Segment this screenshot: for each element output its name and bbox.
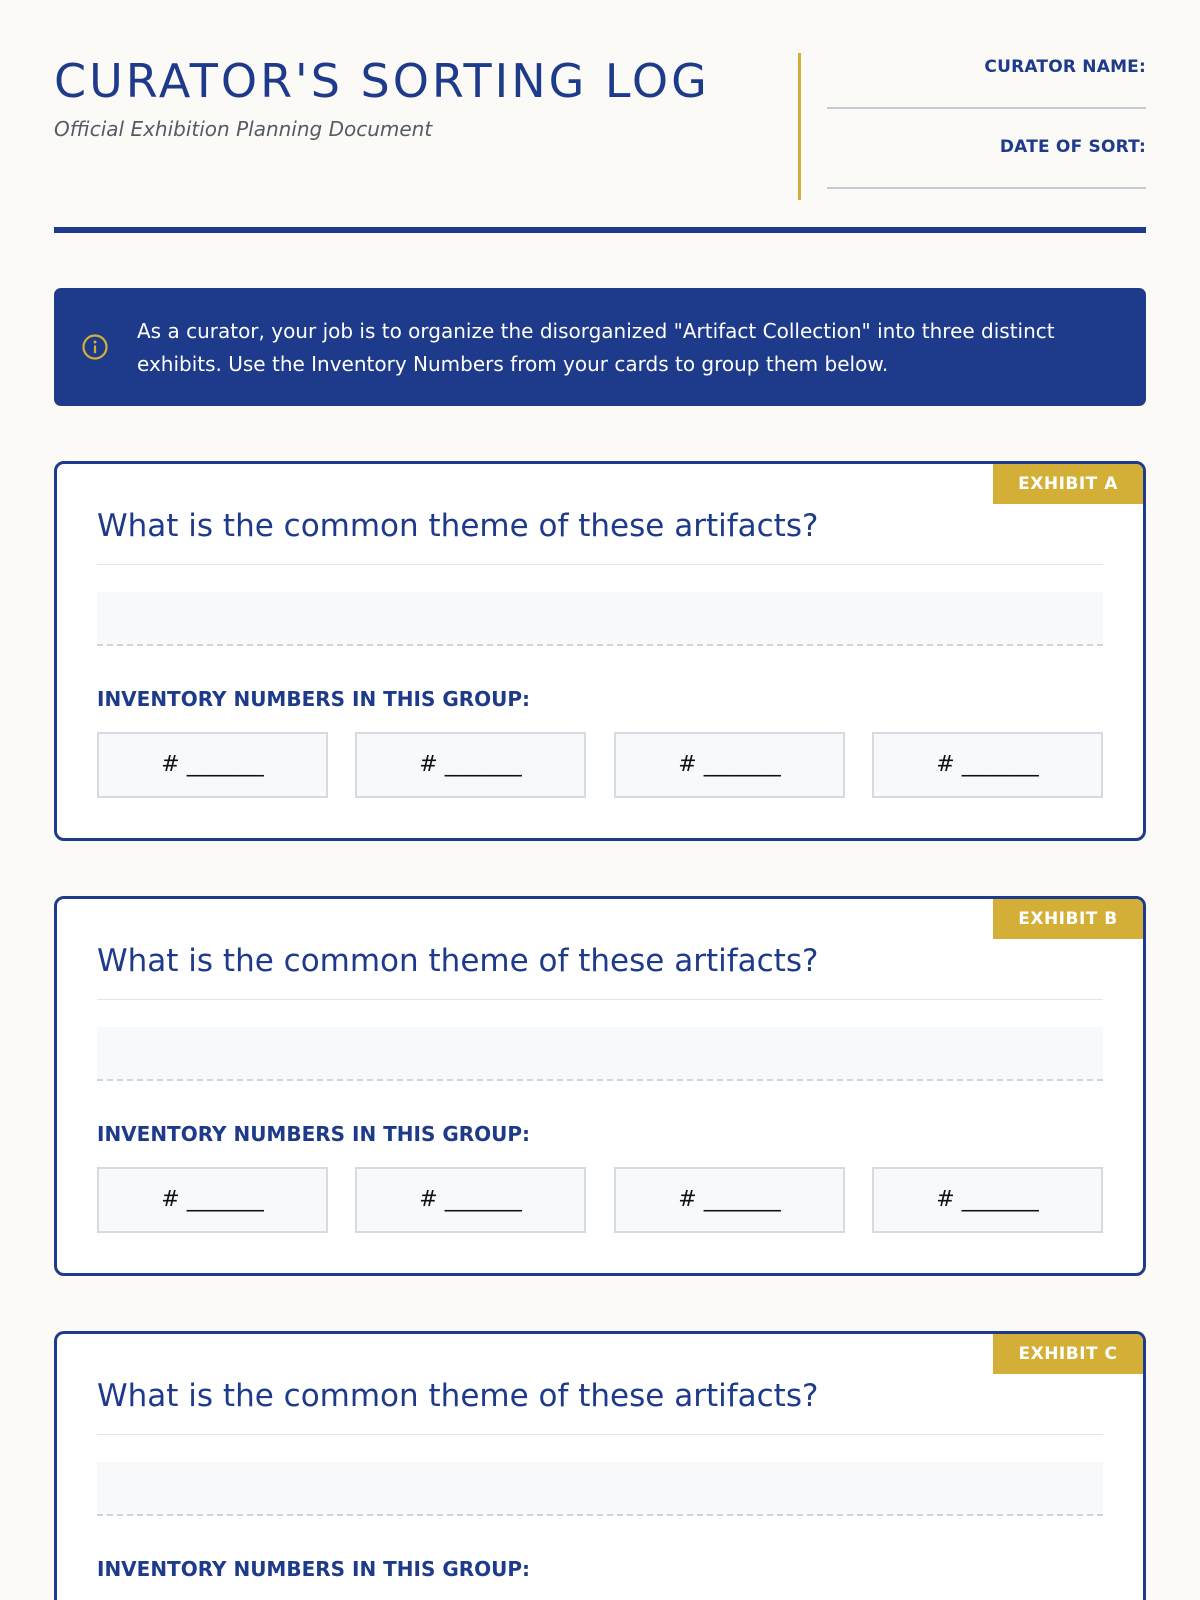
inventory-slot[interactable]: # _______ xyxy=(872,1167,1103,1233)
inventory-label: INVENTORY NUMBERS IN THIS GROUP: xyxy=(97,1122,531,1146)
instructions-text: As a curator, your job is to organize the disorganized "Artifact Collection" into three distinct exhibits. Use the Inventory Numbers from your cards to group them below. xyxy=(137,319,1055,376)
inventory-slots xyxy=(97,1167,1103,1233)
date-of-sort-label: DATE OF SORT: xyxy=(999,137,1146,157)
header-rule xyxy=(54,227,1146,233)
exhibit-card-c xyxy=(54,1331,1146,1600)
theme-question: What is the common theme of these artifacts? xyxy=(97,1378,819,1414)
page-subtitle: Official Exhibition Planning Document xyxy=(54,117,433,141)
inventory-slot[interactable]: # _______ xyxy=(97,1167,328,1233)
curator-name-label: CURATOR NAME: xyxy=(984,57,1146,77)
theme-question: What is the common theme of these artifacts? xyxy=(97,943,819,979)
inventory-slot[interactable]: # _______ xyxy=(97,732,328,798)
page-title: CURATOR'S SORTING LOG xyxy=(54,54,710,108)
date-of-sort-input-line[interactable] xyxy=(827,187,1146,189)
inventory-slot[interactable]: # _______ xyxy=(872,732,1103,798)
theme-answer-field[interactable] xyxy=(97,1462,1103,1516)
curator-name-input-line[interactable] xyxy=(827,107,1146,109)
question-divider xyxy=(97,1434,1103,1435)
inventory-slots xyxy=(97,732,1103,798)
exhibit-tag: EXHIBIT B xyxy=(993,899,1143,939)
info-icon xyxy=(81,333,109,361)
curator-name-field xyxy=(827,57,1146,109)
inventory-slot[interactable]: # _______ xyxy=(614,1167,845,1233)
inventory-slot[interactable]: # _______ xyxy=(355,1167,586,1233)
exhibit-card-b xyxy=(54,896,1146,1276)
inventory-slot[interactable]: # _______ xyxy=(355,732,586,798)
header xyxy=(54,0,1146,232)
exhibit-tag: EXHIBIT C xyxy=(993,1334,1143,1374)
inventory-label: INVENTORY NUMBERS IN THIS GROUP: xyxy=(97,1557,531,1581)
theme-answer-field[interactable] xyxy=(97,592,1103,646)
theme-answer-field[interactable] xyxy=(97,1027,1103,1081)
theme-question: What is the common theme of these artifacts? xyxy=(97,508,819,544)
question-divider xyxy=(97,999,1103,1000)
instructions-banner xyxy=(54,288,1146,406)
exhibit-card-a xyxy=(54,461,1146,841)
question-divider xyxy=(97,564,1103,565)
inventory-slot[interactable]: # _______ xyxy=(614,732,845,798)
inventory-label: INVENTORY NUMBERS IN THIS GROUP: xyxy=(97,687,531,711)
header-divider xyxy=(798,53,801,200)
date-of-sort-field xyxy=(827,137,1146,189)
exhibit-tag: EXHIBIT A xyxy=(993,464,1143,504)
